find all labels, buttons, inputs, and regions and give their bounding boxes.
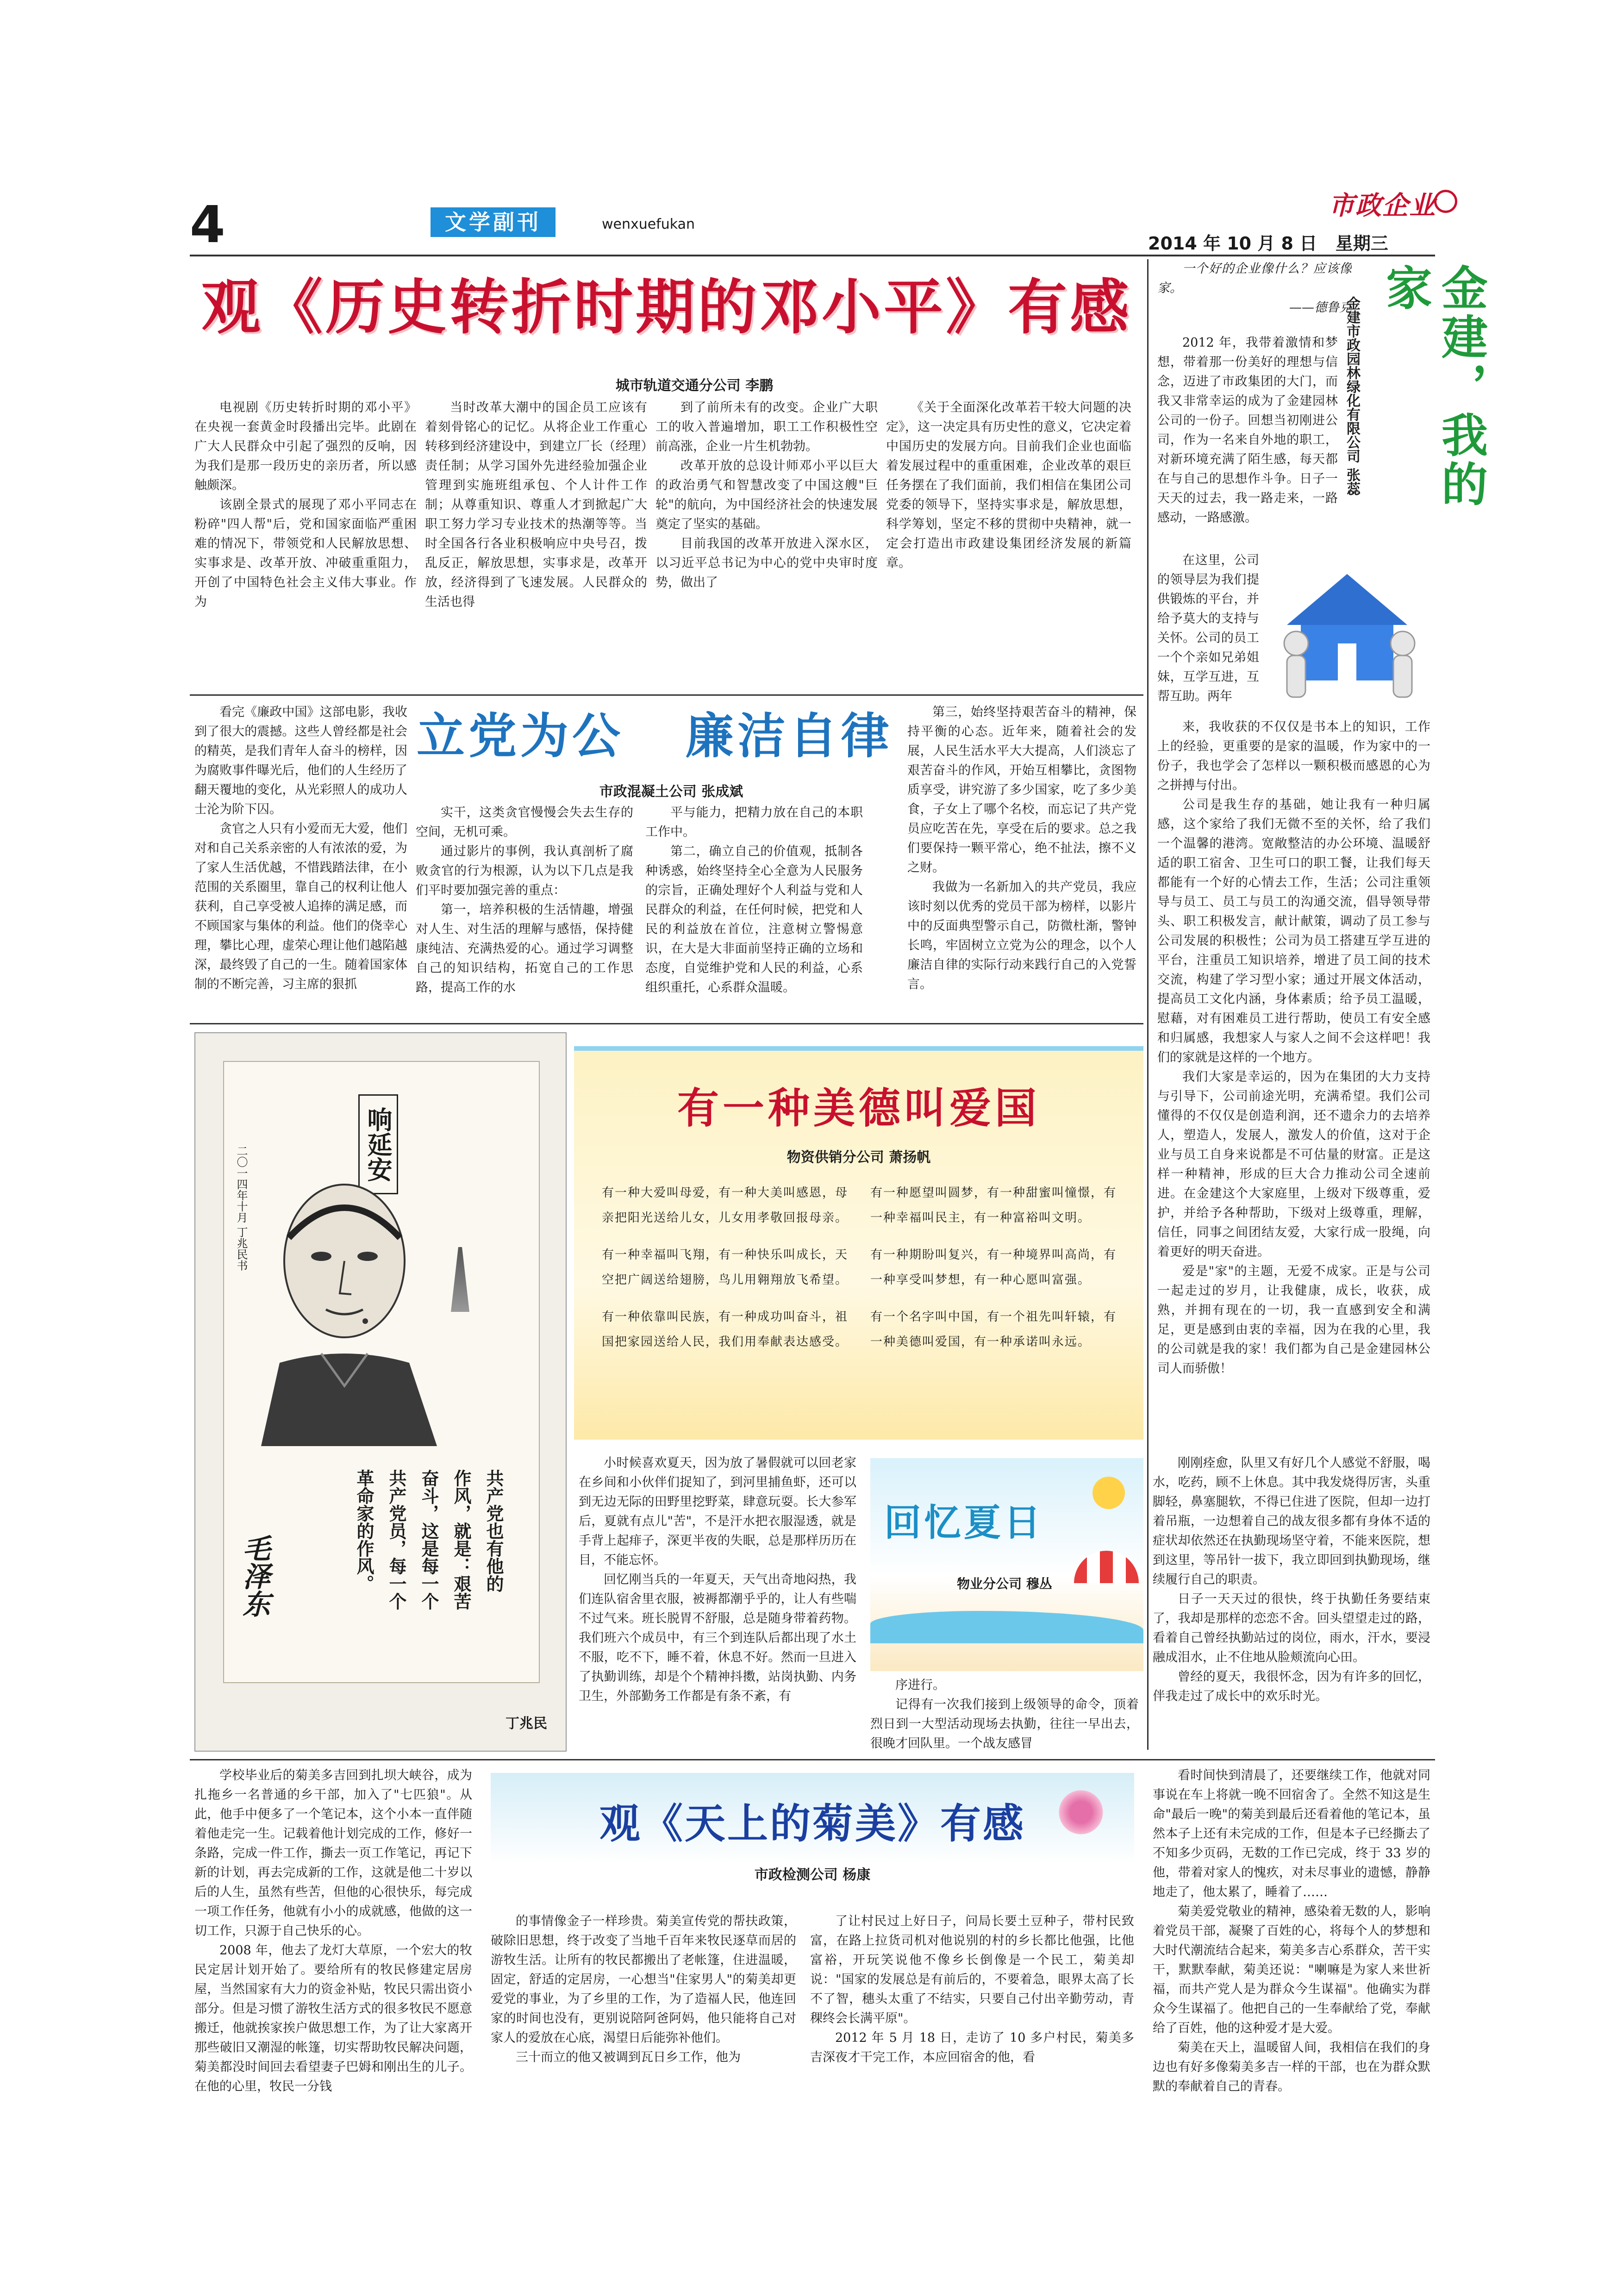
column-divider: [1147, 259, 1149, 1750]
column-text: 2012 年 5 月 18 日，走访了 10 多户村民，菊美多吉深夜才干完工作，本应回宿舍的他，看: [810, 2031, 1134, 2065]
pagoda-icon: [451, 1247, 469, 1312]
summer-banner: [870, 1458, 1143, 1671]
calligraphy-block: [284, 1469, 506, 1664]
poem-stanza: 有一种幸福叫飞翔，有一种快乐叫成长，天空把广阔送给翅膀，鸟儿用翱翔放飞希望。: [602, 1248, 849, 1287]
title-banner: [491, 1773, 1134, 1903]
article-column: [194, 703, 407, 1078]
article-column: [194, 398, 417, 694]
column-text: 看时间快到清晨了，还要继续工作，他就对同事说在车上将就一晚不回宿舍了。全然不知这是生命"最后一晚"的菊美到最后还看着他的笔记本，虽然本子上还有未完成的工作，但是本子已经撕去了不知多少页码，无数的工作已完成，终于 33 岁的他，带着对家人的愧疚，对未尽事业的遗憾，静静地走了，他太累了，睡着了……: [1153, 1768, 1430, 1899]
column-text: 回忆刚当兵的一年夏天，天气出奇地闷热，我们连队宿舍里衣服，被褥都潮乎乎的，让人有些喘不过气来。班长脱胃不舒服，总是随身带着药物。我们班六个成员中，有三个到连队后都出现了水土不服，吃不下，睡不着，休息不好。然而一旦进入了执勤训练，却是个个精神抖擞，站岗执勤、内务卫生，外部勤务工作都是有条不紊，有: [579, 1572, 856, 1703]
column-text: 改革开放的总设计师邓小平以巨大的政治勇气和智慧改变了中国这艘"巨轮"的航向，为中国经济社会的快速发展奠定了坚实的基础。: [655, 459, 878, 531]
column-text: 我做为一名新加入的共产党员，我应该时刻以优秀的党员干部为榜样，以影片中的反面典型警示自己，防微杜渐，警钟长鸣，牢固树立立党为公的理念，以个人廉洁自律的实际行动来践行自己的入党誓言。: [907, 880, 1136, 992]
scroll-paper: [223, 1061, 540, 1683]
poem-stanza: 有一种大爱叫母爱，有一种大美叫感恩，母亲把阳光送给儿女，儿女用孝敬回报母亲。: [602, 1186, 849, 1225]
article-column: [1153, 1766, 1430, 2183]
article-title: 立党为公 廉洁自律: [417, 708, 893, 764]
article-column: [870, 1676, 1139, 1750]
quote-block: [1157, 259, 1352, 329]
column-text: 曾经的夏天，我很怀念，因为有许多的回忆，伴我走过了成长中的欢乐时光。: [1153, 1670, 1430, 1703]
poem-box: [574, 1046, 1143, 1440]
column-text: 2008 年，他去了龙灯大草原，一个宏大的牧民定居计划开始了。要给所有的牧民修建定居房屋，当然国家有大力的资金补贴，牧民只需出资小部分。但是习惯了游牧生活方式的很多牧民不愿意搬迁，他就挨家挨户做思想工作，为了让大家离开那些破旧又潮湿的帐篷，切实帮助牧民解决问题，菊美都没时间回去看望妻子巴姆和刚出生的儿子。在他的心里，牧民一分钱: [194, 1943, 472, 2094]
article-byline: 金建市政园林绿化有限公司 张蕊: [1344, 296, 1360, 496]
column-text: 通过影片的事例，我认真剖析了腐败贪官的行为根源，认为以下几点是我们平时要加强完善的重点：: [416, 844, 633, 898]
column-text: 该剧全景式的展现了邓小平同志在粉碎"四人帮"后，党和国家面临严重困难的情况下，带领党和人民解放思想、实事求是、改革开放、冲破重重阻力，开创了中国特色社会主义伟大事业。作为: [194, 498, 417, 609]
column-text: 三十而立的他又被调到瓦日乡工作，他为: [516, 2050, 741, 2065]
article-column: [1157, 718, 1430, 1750]
article-title: 观《历史转折时期的邓小平》有感: [201, 273, 1132, 342]
page-number: 4: [190, 195, 225, 254]
section-label: 文学副刊: [431, 207, 556, 237]
calligraphy-line: 革命家的作风。: [354, 1469, 375, 1592]
seal-text: 响延安: [358, 1094, 398, 1194]
portrait-figure: [252, 1168, 446, 1446]
calligraphy-line: 共产党也有他的: [483, 1469, 504, 1592]
logo-emblem-icon: [1434, 190, 1457, 213]
column-text: 的事情像金子一样珍贵。菊美宣传党的帮扶政策，破除旧思想，终于改变了当地千百年来牧民逐草而居的游牧生活。让所有的牧民都搬出了老帐篷，住进温暖，固定，舒适的定居房，一心想当"住家男人"的菊美却更爱党的事业，为了乡里的工作，为了造福人民，他连回家的时间也没有，更别说陪阿爸阿妈，他只能将自己对家人的爱放在心底，渴望日后能弥补他们。: [491, 1914, 796, 2045]
portrait-drawing: [252, 1168, 446, 1446]
column-text: 日子一天天过的很快，终于执勤任务要结束了，我却是那样的恋恋不舍。回头望望走过的路，看着自己曾经执勤站过的岗位，雨水，汗水，要浸融成泪水，止不住地从脸颊流向心田。: [1153, 1592, 1430, 1665]
column-text: 贪官之人只有小爱而无大爱，他们对和自己关系亲密的人有浓浓的爱，为了家人生活优越，不惜践踏法律，在小范围的关系圈里，靠自己的权利让他人获利，自己享受被人追捧的满足感，而不顾国家与集体的利益。他们的侥幸心理，攀比心理，虚荣心理让他们越陷越深，最终毁了自己的一生。随着国家体制的不断完善，习主席的狠抓: [194, 822, 407, 992]
column-text: 平与能力，把精力放在自己的本职工作中。: [645, 805, 863, 839]
article-byline: 物业分公司 穆丛: [957, 1576, 1052, 1591]
column-text: 菊美爱党敬业的精神，感染着无数的人，影响着党员干部，凝聚了百姓的心，将每个人的梦想和大时代潮流结合起来，菊美多吉心系群众，苦干实干，默默奉献，菊美还说："喇嘛是为家人来世祈福，而共产党人是为群众今生谋福"。他确实为群众今生谋福了。他把自己的一生奉献给了党，奉献给了百姓，他的这种爱才是大爱。: [1153, 1904, 1430, 2035]
article-column: [1157, 551, 1259, 718]
column-text: 学校毕业后的菊美多吉回到扎坝大峡谷，成为扎拖乡一名普通的乡干部，加入了"七匹狼"。从此，他手中便多了一个笔记本，这个小本一直伴随着他走完一生。记载着他计划完成的工作，修好一条路，完成一件工作，撕去一页工作笔记，再记下新的计划，再去完成新的工作，这就是他二十岁以后的人生，虽然有些苦，但他的心很快乐，每完成一项工作任务，他就有小小的成就感，他做的这一切工作，只源于自己快乐的心。: [194, 1768, 472, 1938]
column-text: 电视剧《历史转折时期的邓小平》在央视一套黄金时段播出完毕。此剧在广大人民群众中引起了强烈的反响，因为我们是那一段历史的亲历者，所以感触颇深。: [194, 400, 417, 493]
article-column: [579, 1454, 856, 1750]
header-rule: [190, 255, 1435, 256]
calligraphy-line: 作风，就是：艰苦: [451, 1469, 472, 1610]
column-text: 刚刚痊愈，队里又有好几个人感觉不舒服，喝水，吃药，顾不上休息。其中我发烧得厉害，头重脚轻，鼻塞腿软，不得已住进了医院，但却一边打着吊瓶，一边想着自己的战友很多都有身体不适的症状却依然还在执勤现场坚守着，不能来医院，想到这里，等吊针一拔下，我立即回到执勤现场，继续履行自己的职责。: [1153, 1456, 1430, 1587]
column-text: 实干，这类贪官慢慢会失去生存的空间，无机可乘。: [416, 805, 633, 839]
column-text: 当时改革大潮中的国企员工应该有着刻骨铭心的记忆。从将企业工作重心转移到经济建设中，到建立厂长（经理）责任制；从学习国外先进经验加强企业管理到实施班组承包、个人计件工作制；从尊重知识、尊重人才到掀起广大职工努力学习专业技术的热潮等等。当时全国各行各业积极响应中央号召，拨乱反正，解放思想，实事求是，改革开放，经济得到了飞速发展。人民群众的生活也得: [425, 400, 647, 609]
article-column: [645, 803, 863, 1081]
calligraphy-line: 共产党员，每一个: [386, 1469, 407, 1610]
section-divider: [190, 1759, 1435, 1760]
article-column: [810, 1912, 1134, 2185]
poem-stanza: 有一种愿望叫圆梦，有一种甜蜜叫憧憬，有一种幸福叫民主，有一种富裕叫文明。: [870, 1186, 1117, 1225]
column-text: 记得有一次我们接到上级领导的命令，顶着烈日到一大型活动现场去执勤，往往一早出去，很晚才回队里。一个战友感冒: [870, 1697, 1139, 1750]
poem-stanza: 有一种依靠叫民族，有一种成功叫奋斗，祖国把家园送给人民，我们用奉献表达感受。: [602, 1310, 849, 1349]
column-text: 来，我收获的不仅仅是书本上的知识，工作上的经验，更重要的是家的温暖，作为家中的一份子，我也学会了怎样以一颗积极而感恩的心为之拼搏与付出。: [1157, 720, 1430, 792]
column-text: 第一，培养积极的生活情趣，增强对人生、对生活的理解与感悟，保持健康纯洁、充满热爱的心。通过学习调整自己的知识结构，拓宽自己的工作思路，提高工作的水: [416, 903, 633, 995]
column-text: 《关于全面深化改革若干较大问题的决定》，这一决定具有历史性的意义，它决定着中国历史的发展方向。目前我们企业也面临着发展过程中的重重困难，企业改革的艰巨任务摆在了我们面前，我们相信在集团公司党委的领导下，坚持实事求是，解放思想，科学筹划，坚定不移的贯彻中央精神，就一定会打造出市政建设集团经济发展的新篇章。: [886, 400, 1131, 570]
inscription-text: 二〇一四年十月 丁兆民书: [235, 1145, 248, 1271]
logo-text: 市政企业: [1329, 190, 1436, 221]
poem-right: [870, 1180, 1120, 1366]
article-column: [907, 703, 1136, 1082]
column-text: 菊美在天上，温暖留人间，我相信在我们的身边也有好多像菊美多吉一样的干部，也在为群众默默的奉献着自己的青春。: [1153, 2040, 1430, 2094]
column-text: 2012 年，我带着激情和梦想，带着那一份美好的理想与信念，迈进了市政集团的大门，而我又非常幸运的成为了金建园林公司的一份子。回想当初刚进公司，作为一名来自外地的职工，对新环境充满了陌生感，每天都在与自己的思想作斗争。日子一天天的过去，我一路走来，一路感动，一路感激。: [1157, 336, 1338, 525]
section-pinyin: wenxuefukan: [602, 216, 695, 232]
article-byline: 市政混凝土公司 张成斌: [599, 784, 743, 800]
calligraphy-line: 奋斗，这是每一个: [418, 1469, 439, 1610]
logo: [1329, 185, 1449, 222]
article-title: 回忆夏日: [884, 1501, 1043, 1544]
column-text: 我们大家是幸运的，因为在集团的大力支持与引导下，公司前途光明，充满希望。我们公司懂得的不仅仅是创造利润，还不遗余力的去培养人，塑造人，发展人，激发人的价值，这对于企业与员工自身来说都是不可估量的财富。正是这样一种精神，形成的巨大合力推动公司全速前进。在金建这个大家庭里，上级对下级尊重，爱护，并给予各种帮助，下级对上级尊重，理解，信任，同事之间团结友爱，大家行成一股绳，向着更好的明天奋进。: [1157, 1070, 1430, 1259]
column-text: 第二，确立自己的价值观，抵制各种诱惑，始终坚持全心全意为人民服务的宗旨，正确处理好个人利益与党和人民群众的利益，在任何时候，把党和人民的利益放在首位，注意树立警惕意识，在大是大非面前坚持正确的立场和态度，自觉维护党和人民的利益，心系组织重托，心系群众温暖。: [645, 844, 863, 995]
house-icon: [1268, 565, 1426, 713]
poem-stanza: 有一个名字叫中国，有一个祖先叫轩辕，有一种美德叫爱国，有一种承诺叫永远。: [870, 1310, 1117, 1349]
section-divider: [190, 694, 1143, 696]
painting-panel: [194, 1032, 567, 1752]
column-text: 公司是我生存的基础，她让我有一种归属感，这个家给了我们无微不至的关怀，给了我们一个温馨的港湾。宽敞整洁的办公环境、温暖舒适的职工宿舍、卫生可口的职工餐，让我们每天都能有一个好的心情去工作，生活；公司注重领导与员工、员工与员工的沟通交流，倡导领导带头、职工积极发言，献计献策，调动了员工参与公司发展的积极性；公司为员工搭建互学互进的平台，注重员工知识培养，增进了员工间的技术交流，构建了学习型小家；通过开展文体活动，提高员工文化内涵，身体素质；给予员工温暖，慰藉，对有困难员工进行帮助，使员工有安全感和归属感，我想家人与家人之间不会这样吧！我们的家就是这样的一个地方。: [1157, 798, 1430, 1065]
article-column: [491, 1912, 796, 2185]
column-text: 第三，始终坚持艰苦奋斗的精神，保持平衡的心态。近年来，随着社会的发展，人民生活水平大大提高，人们淡忘了艰苦奋斗的作风，开始互相攀比，贪图物质享受，讲究游了多少国家，吃了多少美食，子女上了哪个名校，而忘记了共产党员应吃苦在先，享受在后的要求。总之我们要保持一颗平常心，绝不扯法，擦不义之财。: [907, 705, 1136, 875]
article-byline: 市政检测公司 杨康: [754, 1867, 871, 1883]
column-text: 了让村民过上好日子，问局长要土豆种子，带村民致富，在路上拉货司机对他说别的村的乡长都比他强，比他富裕，开玩笑说他不像乡长倒像是一个民工，菊美却说："国家的发展总是有前后的，不要着急，眼界太高了长不了智，穗头太重了不结实，只要自己付出辛勤劳动，青稞终会长满平原"。: [810, 1914, 1134, 2026]
painting-caption: 丁兆民: [506, 1716, 547, 1732]
article-column: [886, 398, 1131, 694]
poem-stanza: 有一种期盼叫复兴，有一种境界叫高尚，有一种享受叫梦想，有一种心愿叫富强。: [870, 1248, 1117, 1287]
issue-date: 2014 年 10 月 8 日 星期三: [1148, 233, 1388, 254]
column-text: 目前我国的改革开放进入深水区，以习近平总书记为中心的党中央审时度势，做出了: [655, 537, 878, 590]
poem-left: [602, 1180, 852, 1366]
sun-icon: [1092, 1477, 1125, 1509]
article-column: [655, 398, 878, 694]
article-column: [194, 1766, 472, 2183]
article-title: 观《天上的菊美》有感: [599, 1800, 1025, 1847]
column-text: 小时候喜欢夏天，因为放了暑假就可以回老家在乡间和小伙伴们捉知了，到河里捕鱼虾，还可以到无边无际的田野里挖野菜，肆意玩耍。长大参军后，夏就有点儿"苦"，不是汗水把衣服湿透，就是手背上起痱子，深更半夜的失眠，总是那样历历在目，不能忘怀。: [579, 1456, 856, 1567]
article-byline: 城市轨道交通分公司 李鹏: [615, 378, 774, 394]
umbrella-icon: [1074, 1551, 1139, 1583]
article-byline: 物资供销分公司 萧扬帆: [787, 1149, 931, 1166]
column-text: 看完《廉政中国》这部电影，我收到了很大的震撼。这些人曾经都是社会的精英，是我们青年人奋斗的榜样，因为腐败事件曝光后，他们的人生经历了翻天覆地的变化，从光彩照人的成功人士沦为阶下囚。: [194, 705, 407, 817]
article-column: [425, 398, 647, 694]
calligraphy-signature: 毛泽东: [238, 1534, 270, 1617]
column-text: 在这里，公司的领导层为我们提供锻炼的平台，并给予莫大的支持与关怀。公司的员工一个个亲如兄弟姐妹，互学互进，互帮互助。两年: [1157, 553, 1259, 704]
column-text: 序进行。: [895, 1678, 945, 1692]
house-illustration: [1268, 565, 1426, 713]
article-column: [1157, 333, 1338, 551]
section-divider: [190, 1023, 1143, 1024]
flower-icon: [1055, 1787, 1106, 1838]
article-title: 金建，我的家: [1378, 264, 1488, 509]
sea-wave: [870, 1611, 1143, 1643]
column-text: 爱是"家"的主题，无爱不成家。正是与公司一起走过的岁月，让我健康，成长，收获，成熟，并拥有现在的一切，我一直感到安全和满足，更是感到由衷的幸福，因为在我的心里，我的公司就是我的家！我们都为自己是金建园林公司人而骄傲！: [1157, 1264, 1430, 1376]
quote-author: ——德鲁克: [1289, 300, 1352, 315]
column-text: 到了前所未有的改变。企业广大职工的收入普遍增加，职工工作积极性空前高涨，企业一片生机勃勃。: [655, 400, 878, 454]
article-title: 有一种美德叫爱国: [677, 1084, 1040, 1133]
quote-text: 一个好的企业像什么？应该像家。: [1157, 262, 1352, 295]
